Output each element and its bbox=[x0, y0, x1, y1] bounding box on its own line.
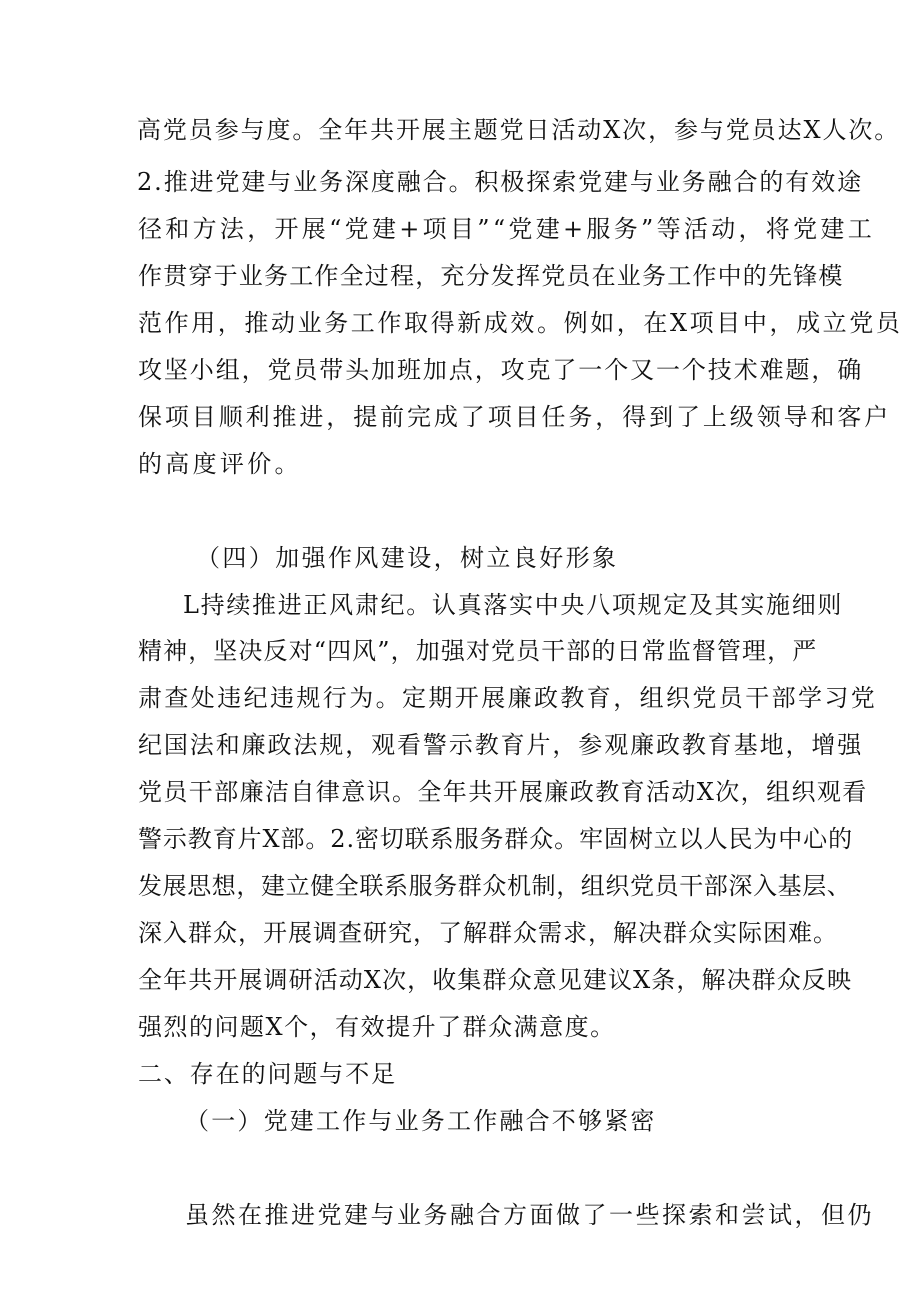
paragraph-line: 纪国法和廉政法规，观看警示教育片，参观廉政教育基地，增强 bbox=[138, 731, 864, 759]
section-heading: （四）加强作风建设，树立良好形象 bbox=[196, 544, 619, 572]
paragraph-line: 范作用，推动业务工作取得新成效。例如，在X项目中，成立党员 bbox=[138, 309, 903, 337]
paragraph-line: 作贯穿于业务工作全过程，充分发挥党员在业务工作中的先锋模 bbox=[138, 262, 844, 290]
paragraph-line: 深入群众，开展调查研究，了解群众需求，解决群众实际困难。 bbox=[138, 919, 838, 947]
paragraph-line: L持续推进正风肃纪。认真落实中央八项规定及其实施细则 bbox=[183, 591, 844, 619]
paragraph-line: 发展思想，建立健全联系服务群众机制，组织党员干部深入基层、 bbox=[138, 872, 852, 900]
paragraph-line: 精神，坚决反对“四风”，加强对党员干部的日常监督管理，严 bbox=[138, 637, 818, 665]
section-heading: 二、存在的问题与不足 bbox=[138, 1060, 397, 1088]
paragraph-line: 党员干部廉洁自律意识。全年共开展廉政教育活动X次，组织观看 bbox=[138, 778, 868, 806]
paragraph-line: 的高度评价。 bbox=[138, 450, 302, 478]
paragraph-line: 攻坚小组，党员带头加班加点，攻克了一个又一个技术难题，确 bbox=[138, 356, 864, 384]
paragraph-line: 全年共开展调研活动X次，收集群众意见建议X条，解决群众反映 bbox=[138, 966, 853, 994]
paragraph-line: 2.推进党建与业务深度融合。积极探索党建与业务融合的有效途 bbox=[137, 168, 863, 196]
subsection-heading: （一）党建工作与业务工作融合不够紧密 bbox=[185, 1107, 657, 1135]
paragraph-line: 肃查处违纪违规行为。定期开展廉政教育，组织党员干部学习党 bbox=[138, 684, 878, 712]
paragraph-line: 径和方法，开展“党建+项目”“党建+服务”等活动，将党建工 bbox=[138, 215, 875, 243]
paragraph-line: 警示教育片X部。2.密切联系服务群众。牢固树立以人民为中心的 bbox=[138, 825, 853, 853]
paragraph-line: 保项目顺利推进，提前完成了项目任务，得到了上级领导和客户 bbox=[138, 403, 892, 431]
paragraph-line: 虽然在推进党建与业务融合方面做了一些探索和尝试，但仍 bbox=[185, 1201, 874, 1229]
paragraph-line: 强烈的问题X个，有效提升了群众满意度。 bbox=[138, 1013, 616, 1041]
paragraph-line: 高党员参与度。全年共开展主题党日活动X次，参与党员达X人次。 bbox=[137, 116, 901, 144]
